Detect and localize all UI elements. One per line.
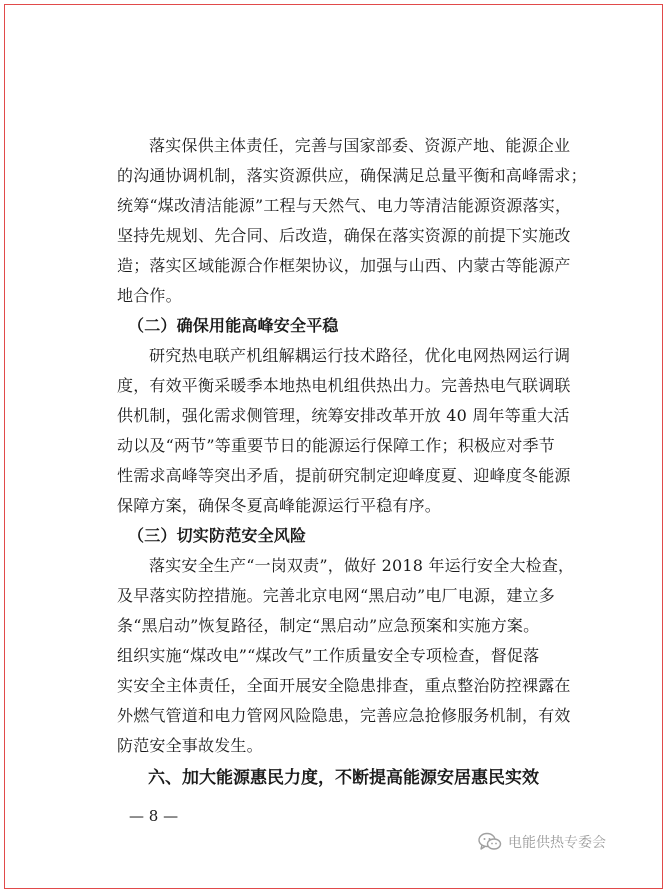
paragraph-line: 地合作。: [117, 286, 182, 305]
paragraph-line: 条“黑启动”恢复路径，制定“黑启动”应急预案和实施方案。: [117, 616, 540, 635]
paragraph-line: 统筹“煤改清洁能源”工程与天然气、电力等清洁能源资源落实，: [117, 196, 572, 215]
paragraph-line: 度，有效平衡采暖季本地热电机组供热出力。完善热电气联调联: [117, 376, 571, 395]
paragraph-line: 性需求高峰等突出矛盾，提前研究制定迎峰度夏、迎峰度冬能源: [117, 466, 571, 485]
paragraph-line: 组织实施“煤改电”“煤改气”工作质量安全专项检查，督促落: [117, 646, 540, 665]
section-heading: 六、加大能源惠民力度，不断提高能源安居惠民实效: [148, 768, 539, 788]
watermark: [478, 831, 606, 853]
paragraph-line: 研究热电联产机组解耦运行技术路径，优化电网热网运行调: [149, 346, 571, 365]
paragraph-line: 及早落实防控措施。完善北京电网“黑启动”电厂电源，建立多: [117, 586, 555, 605]
paragraph-line: 外燃气管道和电力管网风险隐患，完善应急抢修服务机制，有效: [117, 706, 571, 725]
paragraph-line: 落实安全生产“一岗双责”，做好 2018 年运行安全大检查，: [149, 556, 575, 575]
paragraph-line: 落实保供主体责任，完善与国家部委、资源产地、能源企业: [149, 136, 571, 155]
paragraph-line: 保障方案，确保冬夏高峰能源运行平稳有序。: [117, 496, 442, 515]
paragraph-line: 的沟通协调机制，落实资源供应，确保满足总量平衡和高峰需求；: [117, 166, 587, 185]
paragraph-line: 动以及“两节”等重要节日的能源运行保障工作；积极应对季节: [117, 436, 555, 455]
subsection-heading: （二）确保用能高峰安全平稳: [128, 316, 339, 335]
paragraph-line: 造；落实区域能源合作框架协议，加强与山西、内蒙古等能源产: [117, 256, 571, 275]
paragraph-line: 供机制，强化需求侧管理，统筹安排改革开放 40 周年等重大活: [117, 406, 570, 425]
subsection-heading: （三）切实防范安全风险: [128, 526, 307, 545]
paragraph-line: 实安全主体责任，全面开展安全隐患排查，重点整治防控裸露在: [117, 676, 571, 695]
paragraph-line: 防范安全事故发生。: [117, 736, 263, 755]
wechat-icon: [478, 832, 502, 852]
watermark-text: 电能供热专委会: [508, 835, 606, 851]
page-number: — 8 —: [129, 807, 179, 825]
paragraph-line: 坚持先规划、先合同、后改造，确保在落实资源的前提下实施改: [117, 226, 571, 245]
